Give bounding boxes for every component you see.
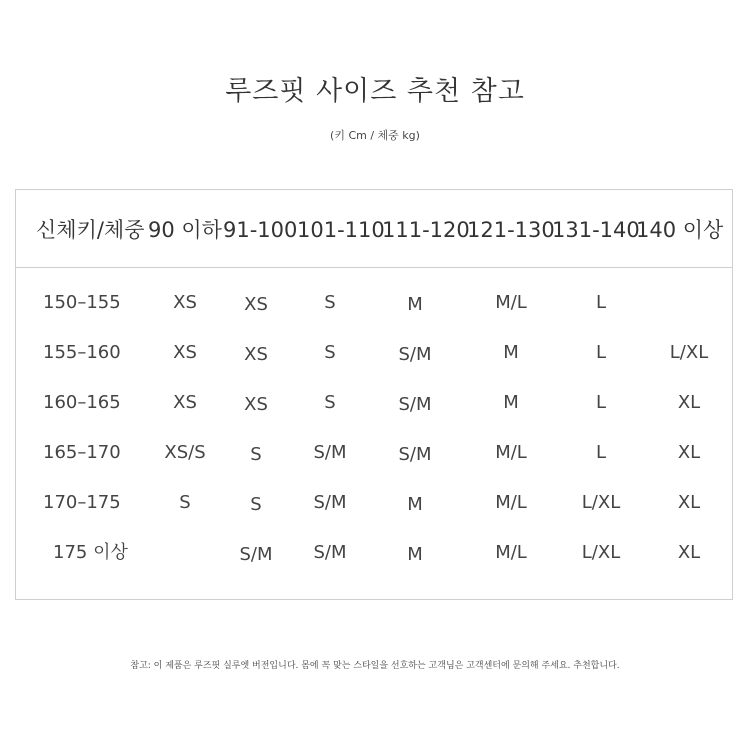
size-cell: L [595, 342, 607, 363]
table-row [16, 328, 732, 378]
page-subtitle: (키 Cm / 체중 kg) [330, 129, 420, 142]
header-weight-111-120: 111-120 [382, 218, 470, 242]
size-cell: XS [173, 342, 197, 363]
size-cell: M [503, 392, 519, 413]
size-cell: L [595, 292, 607, 313]
header-weight-131-140: 131-140 [552, 218, 640, 242]
size-cell: M/L [495, 542, 527, 563]
size-cell: S [324, 342, 336, 363]
row-height: 160–165 [43, 392, 121, 413]
size-cell: M/L [495, 492, 527, 513]
size-cell: M/L [495, 442, 527, 463]
size-cell: S/M [313, 492, 347, 513]
size-cell: L [595, 392, 607, 413]
size-cell: S [250, 494, 262, 515]
size-cell: M [407, 544, 423, 565]
table-row [16, 428, 732, 478]
size-cell: XS [173, 292, 197, 313]
page-title: 루즈핏 사이즈 추천 참고 [225, 76, 525, 107]
row-height: 150–155 [43, 292, 121, 313]
size-cell: L/XL [581, 492, 621, 513]
size-cell: XS/S [164, 442, 206, 463]
size-cell: L/XL [581, 542, 621, 563]
size-cell: XL [677, 392, 701, 413]
size-cell: S [324, 292, 336, 313]
size-cell: S/M [313, 442, 347, 463]
size-cell: S [250, 444, 262, 465]
size-cell: S/M [398, 344, 432, 365]
size-cell: S/M [398, 394, 432, 415]
header-weight-90-under: 90 이하 [148, 218, 222, 242]
size-cell [659, 278, 719, 328]
size-cell: M [407, 294, 423, 315]
table-header-row [16, 190, 732, 268]
size-cell: S [179, 492, 191, 513]
size-cell: L [595, 442, 607, 463]
header-weight-91-100: 91-100 [223, 218, 298, 242]
table-row [16, 528, 732, 578]
size-cell: S/M [313, 542, 347, 563]
footnote: 참고: 이 제품은 루즈핏 실루엣 버전입니다. 몸에 꼭 맞는 스타일을 선호하는 고객님은 고객센터에 문의해 주세요. 추천합니다. [130, 661, 620, 671]
header-weight-121-130: 121-130 [467, 218, 555, 242]
size-cell: XL [677, 492, 701, 513]
size-cell: S/M [239, 544, 273, 565]
size-cell: M [407, 494, 423, 515]
size-cell: XS [244, 394, 268, 415]
row-height: 155–160 [43, 342, 121, 363]
header-height-weight: 신체키/체중 [36, 218, 145, 242]
size-cell: XS [244, 344, 268, 365]
table-row [16, 278, 732, 328]
size-chart-table [15, 189, 733, 600]
size-cell: XL [677, 442, 701, 463]
size-cell: XS [173, 392, 197, 413]
size-cell: L/XL [669, 342, 709, 363]
row-height: 175 이상 [53, 542, 128, 563]
size-cell: M [503, 342, 519, 363]
size-cell [155, 528, 215, 578]
size-cell: XS [244, 294, 268, 315]
header-weight-140-over: 140 이상 [636, 218, 724, 242]
row-height: 165–170 [43, 442, 121, 463]
table-row [16, 378, 732, 428]
size-cell: S/M [398, 444, 432, 465]
table-row [16, 478, 732, 528]
header-weight-101-110: 101-110 [297, 218, 385, 242]
size-cell: XL [677, 542, 701, 563]
size-cell: M/L [495, 292, 527, 313]
row-height: 170–175 [43, 492, 121, 513]
size-cell: S [324, 392, 336, 413]
